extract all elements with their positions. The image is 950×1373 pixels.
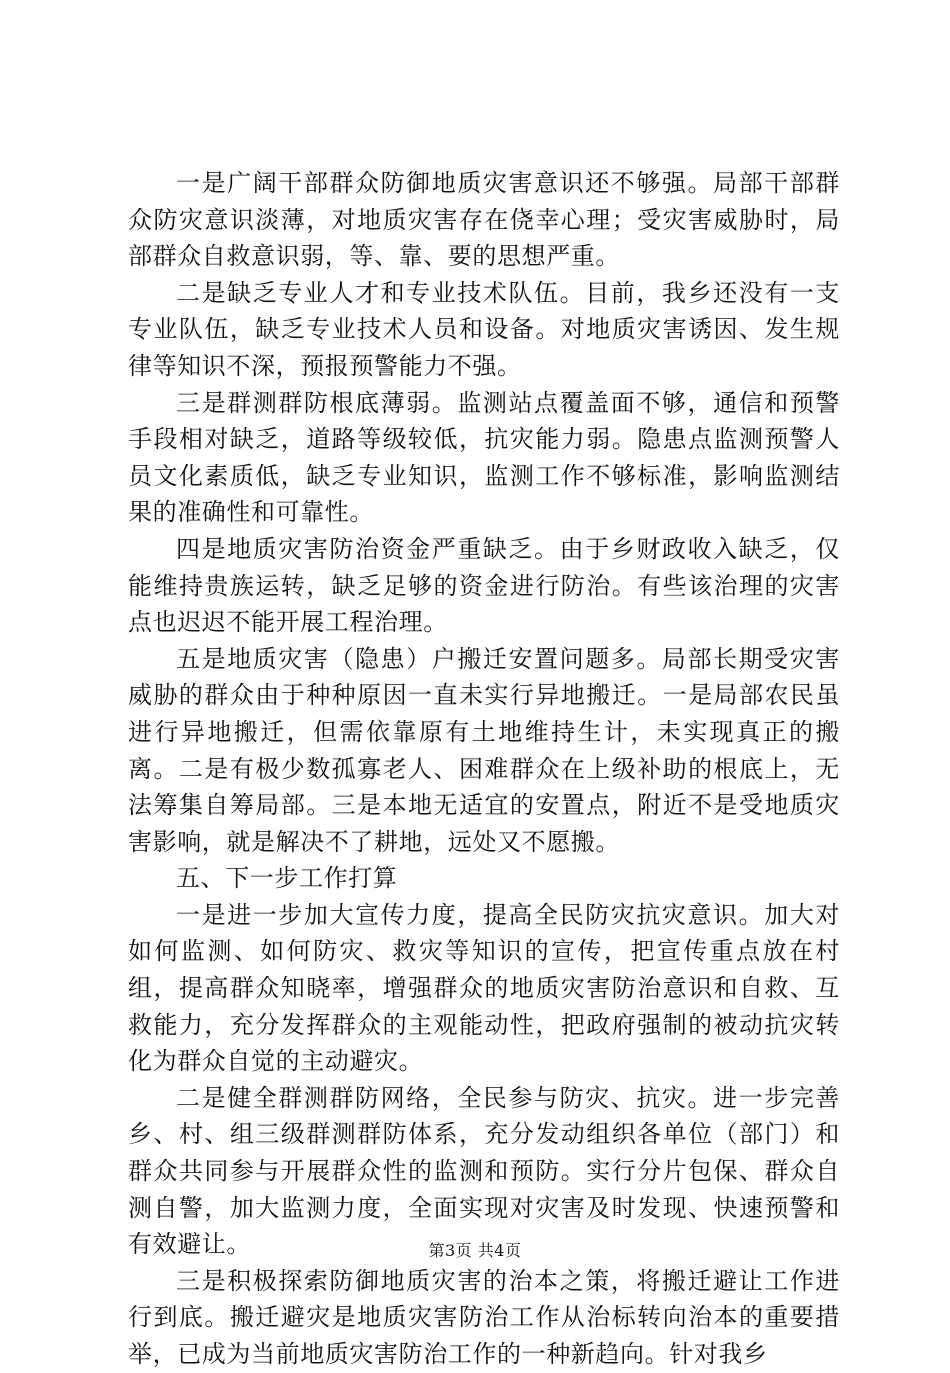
page-number-label: 第3页 共4页 [428,1241,522,1260]
paragraph-relocation: 五是地质灾害（隐患）户搬迁安置问题多。局部长期受灾害威胁的群众由于种种原因一直未实行异地搬迁。一是局部农民虽进行异地搬迁，但需依靠原有土地维持生计，未实现真正的搬离。二是有极少数孤寡老人、困难群众在上级补助的根底上，无法筹集自筹局部。三是本地无适宜的安置点，附近不是受地质灾害影响，就是解决不了耕地，远处又不愿搬。 [128,644,840,856]
document-body [128,165,840,1373]
paragraph-awareness: 一是广阔干部群众防御地质灾害意识还不够强。局部干部群众防灾意识淡薄，对地质灾害存在侥幸心理；受灾害威胁时，局部群众自救意识弱，等、靠、要的思想严重。 [128,169,840,271]
paragraph-publicity: 一是进一步加大宣传力度，提高全民防灾抗灾意识。加大对如何监测、如何防灾、救灾等知识的宣传，把宣传重点放在村组，提高群众知晓率，增强群众的地质灾害防治意识和自救、互救能力，充分发挥群众的主观能动性，把政府强制的被动抗灾转化为群众自觉的主动避灾。 [128,900,840,1076]
paragraph-funding: 四是地质灾害防治资金严重缺乏。由于乡财政收入缺乏，仅能维持贵族运转，缺乏足够的资金进行防治。有些该治理的灾害点也迟迟不能开展工程治理。 [128,534,840,637]
page-footer [0,1238,950,1261]
paragraph-root-cause: 三是积极探索防御地质灾害的治本之策，将搬迁避让工作进行到底。搬迁避灾是地质灾害防治工作从治标转向治本的重要措举，已成为当前地质灾害防治工作的一种新趋向。针对我乡 [128,1266,840,1368]
paragraph-monitoring: 三是群测群防根底薄弱。监测站点覆盖面不够，通信和预警手段相对缺乏，道路等级较低，抗灾能力弱。隐患点监测预警人员文化素质低，缺乏专业知识，监测工作不够标准，影响监测结果的准确性和可靠性。 [128,388,840,527]
section-heading-next-steps: 五、下一步工作打算 [176,864,398,893]
paragraph-talent: 二是缺乏专业人才和专业技术队伍。目前，我乡还没有一支专业队伍，缺乏专业技术人员和设备。对地质灾害诱因、发生规律等知识不深，预报预警能力不强。 [128,278,840,380]
paragraph-network: 二是健全群测群防网络，全民参与防灾、抗灾。进一步完善乡、村、组三级群测群防体系，充分发动组织各单位（部门）和群众共同参与开展群众性的监测和预防。实行分片包保、群众自测自警，加大监测力度，全面实现对灾害及时发现、快速预警和有效避让。 [128,1083,840,1259]
